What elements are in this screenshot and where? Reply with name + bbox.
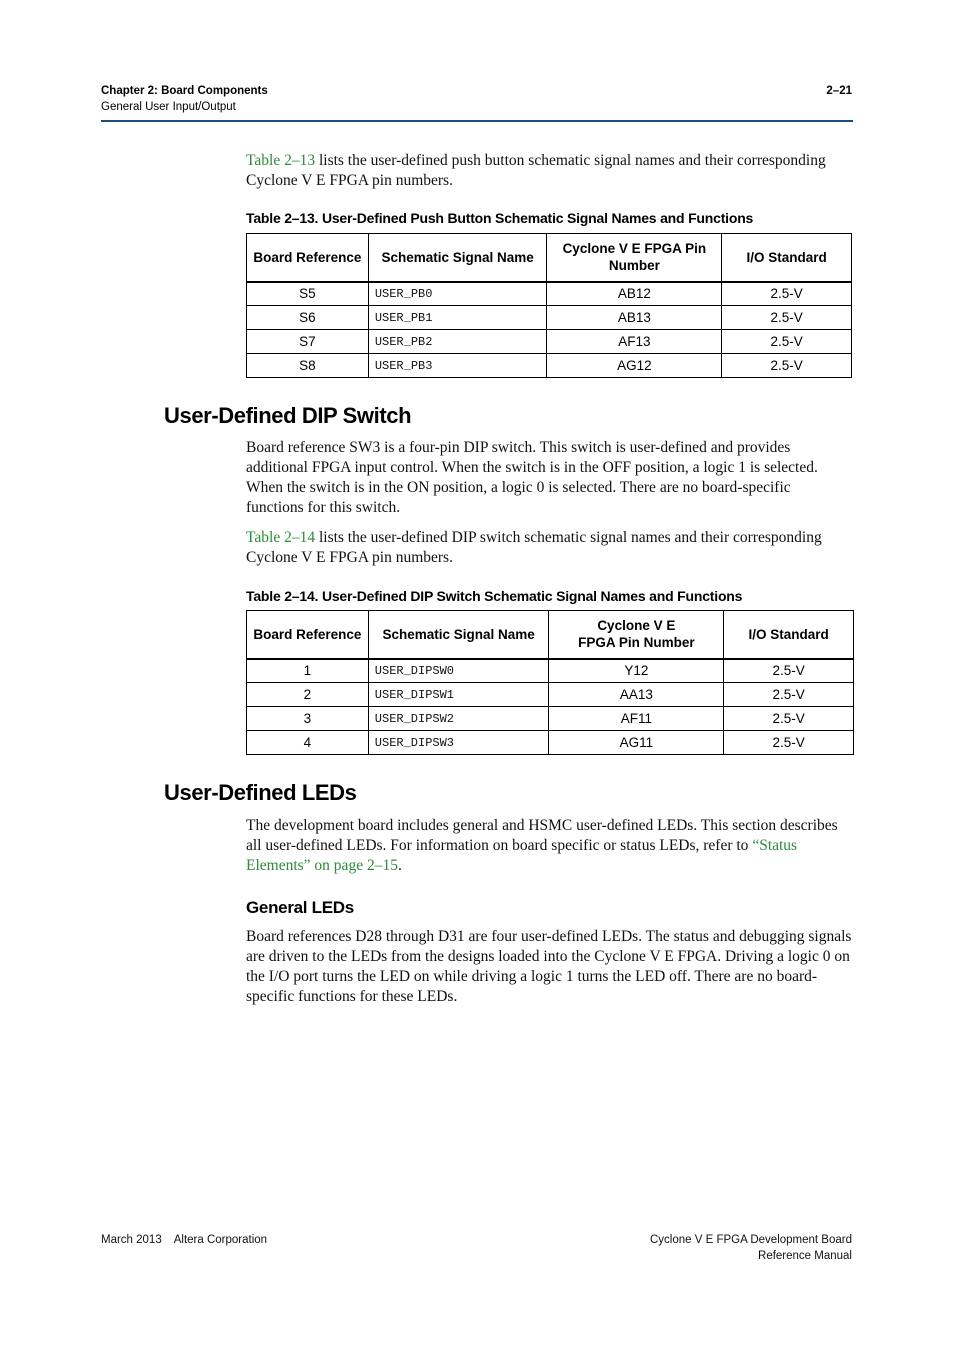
pin-number-cell: Y12 [549, 659, 724, 683]
table-row [247, 354, 852, 378]
dip-switch-heading: User-Defined DIP Switch [164, 403, 412, 428]
table-2-14-link[interactable]: Table 2–14 [246, 529, 316, 546]
pin-number-cell: AA13 [549, 683, 724, 707]
board-reference-cell: 2 [247, 683, 369, 707]
table-row [247, 659, 854, 683]
board-reference-cell: 3 [247, 707, 369, 731]
header-rule [101, 120, 853, 122]
pin-number-cell: AF13 [547, 330, 722, 354]
general-leds-paragraph: Board references D28 through D31 are four user-defined LEDs. The status and debugging signals are driven to the LEDs from the designs loaded into the Cyclone V E FPGA. Driving a logic 0 on the I/O port turns the LED on while driving a logic 1 turns the LED off. There are no board-specific functions for these LEDs. [246, 928, 852, 1005]
push-button-table [246, 233, 852, 378]
chapter-title: Chapter 2: Board Components [101, 85, 268, 97]
column-header: I/O Standard [724, 611, 854, 659]
leds-paragraph-end: . [397, 857, 402, 874]
page-number: 2–21 [826, 85, 852, 97]
dip-table-intro-text: lists the user-defined DIP switch schematic signal names and their corresponding Cyclone V E FPGA pin numbers. [246, 529, 822, 566]
footer-left [101, 1232, 267, 1248]
column-header: I/O Standard [722, 234, 852, 282]
signal-name-cell: USER_PB1 [368, 306, 547, 330]
dip-table-intro [246, 528, 846, 568]
io-standard-cell: 2.5-V [724, 731, 854, 755]
footer-company: Altera Corporation [173, 1234, 268, 1246]
intro-paragraph [246, 151, 846, 191]
table-row [247, 707, 854, 731]
signal-name-cell: USER_PB3 [368, 354, 547, 378]
column-header: Schematic Signal Name [368, 234, 547, 282]
signal-name-cell: USER_PB2 [368, 330, 547, 354]
io-standard-cell: 2.5-V [724, 707, 854, 731]
pin-number-cell: AG11 [549, 731, 724, 755]
table-row [247, 306, 852, 330]
pin-number-cell: AF11 [549, 707, 724, 731]
status-elements-link[interactable]: “Status Elements” on page 2–15 [246, 837, 798, 874]
board-reference-cell: S6 [247, 306, 369, 330]
board-reference-cell: 4 [247, 731, 369, 755]
table-2-13-link[interactable]: Table 2–13 [246, 152, 316, 169]
board-reference-cell: S7 [247, 330, 369, 354]
dip-switch-table [246, 610, 854, 755]
board-reference-cell: S8 [247, 354, 369, 378]
footer-doc-title: Cyclone V E FPGA Development Board [650, 1234, 852, 1246]
leds-heading: User-Defined LEDs [164, 780, 357, 805]
board-reference-cell: S5 [247, 282, 369, 306]
io-standard-cell: 2.5-V [722, 282, 852, 306]
io-standard-cell: 2.5-V [722, 306, 852, 330]
intro-text: lists the user-defined push button schematic signal names and their corresponding Cyclone V E FPGA pin numbers. [246, 152, 826, 189]
signal-name-cell: USER_DIPSW2 [368, 707, 549, 731]
general-leds-heading: General LEDs [246, 898, 354, 917]
leds-paragraph [246, 816, 852, 876]
leds-paragraph-text: The development board includes general and HSMC user-defined LEDs. This section describes all user-defined LEDs. For information on board specific or status LEDs, refer to [246, 817, 838, 854]
io-standard-cell: 2.5-V [722, 354, 852, 378]
signal-name-cell: USER_PB0 [368, 282, 547, 306]
section-subtitle: General User Input/Output [101, 101, 236, 113]
io-standard-cell: 2.5-V [724, 683, 854, 707]
footer-date: March 2013 [101, 1234, 162, 1246]
column-header: Cyclone V E FPGA Pin Number [547, 234, 722, 282]
column-header: Schematic Signal Name [368, 611, 549, 659]
pin-number-cell: AB12 [547, 282, 722, 306]
dip-switch-paragraph: Board reference SW3 is a four-pin DIP switch. This switch is user-defined and provides additional FPGA input control. When the switch is in the OFF position, a logic 1 is selected. When the switch is in the ON position, a logic 0 is selected. There are no board-specific functions for this switch. [246, 439, 818, 516]
table-row [247, 282, 852, 306]
io-standard-cell: 2.5-V [724, 659, 854, 683]
footer-doc-subtitle: Reference Manual [758, 1250, 852, 1262]
table-13-caption: Table 2–13. User-Defined Push Button Schematic Signal Names and Functions [246, 210, 754, 226]
table-row [247, 330, 852, 354]
pin-number-cell: AB13 [547, 306, 722, 330]
table-row [247, 683, 854, 707]
pin-number-cell: AG12 [547, 354, 722, 378]
signal-name-cell: USER_DIPSW3 [368, 731, 549, 755]
signal-name-cell: USER_DIPSW1 [368, 683, 549, 707]
board-reference-cell: 1 [247, 659, 369, 683]
table-14-caption: Table 2–14. User-Defined DIP Switch Schematic Signal Names and Functions [246, 588, 743, 604]
io-standard-cell: 2.5-V [722, 330, 852, 354]
column-header: Board Reference [247, 234, 369, 282]
column-header: Board Reference [247, 611, 369, 659]
signal-name-cell: USER_DIPSW0 [368, 659, 549, 683]
column-header: Cyclone V E FPGA Pin Number [549, 611, 724, 659]
table-row [247, 731, 854, 755]
